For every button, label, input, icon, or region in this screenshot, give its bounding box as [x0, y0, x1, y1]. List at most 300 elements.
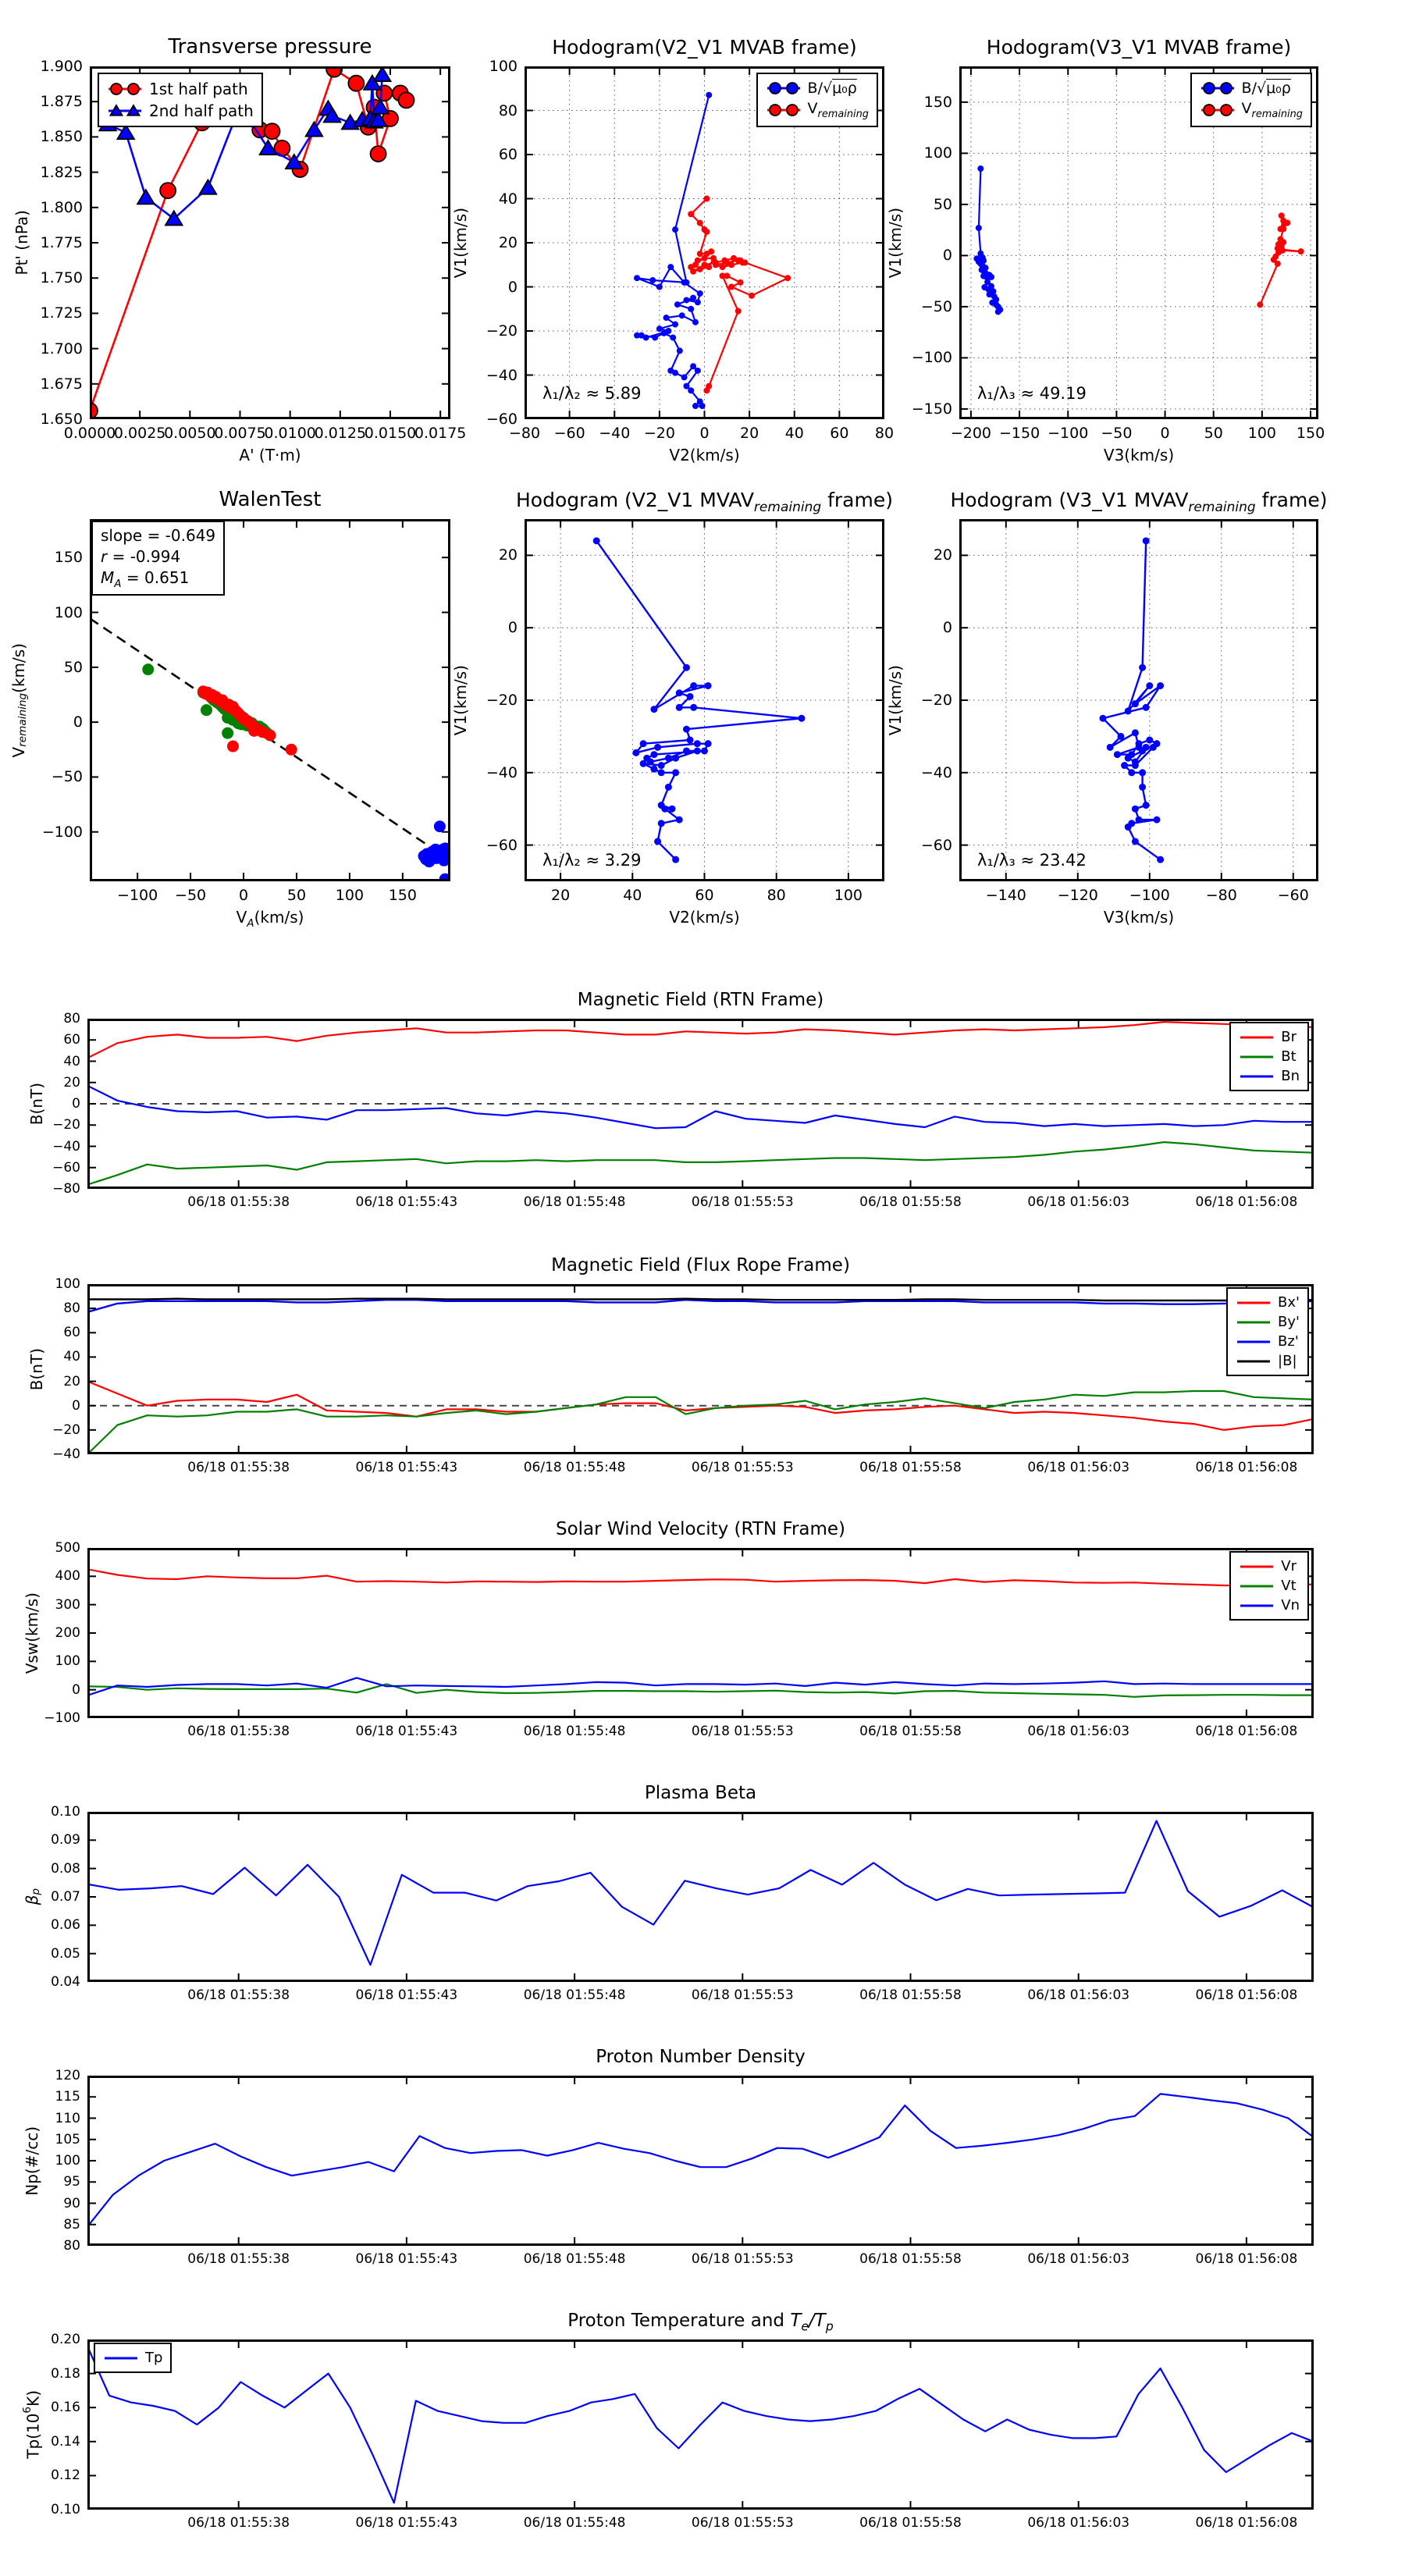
marker-circle [1154, 817, 1161, 824]
marker-circle [694, 740, 701, 747]
marker-circle [1132, 700, 1139, 707]
magnetic-field-rtn-ytick-label: 60 [63, 1032, 80, 1048]
hodogram-v3v1-mvav-xtick-label: −60 [1277, 887, 1309, 904]
walen-test-xtick-label: 0 [238, 887, 249, 904]
legend-label: Vn [1281, 1597, 1300, 1614]
hodogram-v3v1-mvav [886, 489, 1328, 927]
marker-circle [1146, 682, 1153, 689]
magnetic-field-rtn-xtick-label: 06/18 01:55:48 [523, 1194, 626, 1210]
solar-wind-velocity-xtick-label: 06/18 01:56:03 [1027, 1724, 1130, 1739]
magnetic-field-flux-rope-ytick-label: −40 [52, 1446, 80, 1462]
marker-circle [593, 537, 600, 544]
transverse-pressure-legend-entry [107, 100, 254, 122]
magnetic-field-rtn-ylabel: B(nT) [27, 1082, 46, 1126]
proton-number-density-title: Proton Number Density [596, 2047, 806, 2067]
magnetic-field-flux-rope-xtick-label: 06/18 01:55:48 [523, 1460, 626, 1475]
marker-circle [670, 334, 676, 340]
marker-circle [677, 347, 683, 354]
proton-temperature-xtick-label: 06/18 01:55:38 [187, 2515, 290, 2531]
transverse-pressure-ytick-label: 1.775 [40, 234, 83, 251]
marker-circle [658, 820, 665, 827]
proton-number-density-ytick-label: 105 [55, 2131, 80, 2147]
legend-swatch [1236, 1315, 1272, 1330]
marker-circle [667, 264, 674, 270]
proton-number-density [23, 2047, 1314, 2267]
hodogram-v2v1-mvab-xtick-label: 60 [830, 425, 849, 442]
magnetic-field-rtn-ytick-label: −20 [52, 1117, 80, 1133]
legend-label: $V_{remaining}$ [1241, 100, 1303, 120]
marker-circle [703, 229, 710, 235]
magnetic-field-rtn-legend-entry [1239, 1066, 1300, 1086]
hodogram-v2v1-mvab-title: Hodogram(V2_V1 MVAB frame) [552, 36, 857, 59]
marker-circle [1125, 755, 1132, 762]
marker-triangle [306, 122, 323, 136]
series-b-over-sqrt-mu0rho [637, 95, 709, 406]
hodogram-v2v1-mvab-legend-entry [766, 98, 869, 122]
hodogram-v3v1-mvab-xlabel: V3(km/s) [1103, 446, 1175, 464]
marker-circle [702, 262, 708, 268]
proton-number-density-ylabel: Np(#/cc) [23, 2126, 41, 2196]
marker-circle [160, 183, 176, 198]
magnetic-field-flux-rope-title: Magnetic Field (Flux Rope Frame) [551, 1255, 850, 1276]
hodogram-v2v1-mvab-ytick-label: −60 [486, 411, 518, 428]
hodogram-v2v1-mvab-ytick-label: −40 [486, 366, 518, 384]
marker-circle [735, 308, 742, 315]
marker-circle [1143, 802, 1150, 809]
proton-temperature-xtick-label: 06/18 01:56:08 [1195, 2515, 1298, 2531]
marker-circle [1143, 744, 1150, 751]
hodogram-v2v1-mvab-ytick-label: 80 [498, 101, 518, 119]
marker-circle [650, 706, 657, 713]
hodogram-v2v1-mvav-title: Hodogram (V2_V1 $MVAV_{remaining}$ frame) [516, 489, 893, 515]
hodogram-v2v1-mvab-xlabel: V2(km/s) [669, 446, 740, 464]
proton-temperature-ylabel: $Tp(10^6K)$ [21, 2390, 43, 2459]
walen-test-ytick-label: −100 [41, 823, 83, 841]
marker-circle [784, 275, 791, 281]
magnetic-field-flux-rope-xtick-label: 06/18 01:56:03 [1027, 1460, 1130, 1475]
hodogram-v3v1-mvab-ytick-label: 100 [923, 144, 952, 162]
magnetic-field-flux-rope-legend [1226, 1287, 1309, 1376]
legend-swatch [1239, 1578, 1275, 1594]
transverse-pressure-ytick-label: 1.650 [40, 411, 83, 428]
hodogram-v2v1-mvab-xtick-label: 0 [699, 425, 710, 442]
walen-test-ylabel: $V_{remaining}(km/s)$ [9, 642, 29, 758]
hodogram-v3v1-mvab-legend-entry [1200, 98, 1303, 122]
hodogram-v3v1-mvab-xtick-label: 150 [1296, 425, 1325, 442]
marker-circle [399, 92, 414, 108]
magnetic-field-flux-rope-xtick-label: 06/18 01:55:43 [355, 1460, 458, 1475]
walen-test-ytick-label: 50 [63, 658, 83, 676]
marker-circle [683, 726, 690, 733]
marker-circle [1257, 301, 1263, 308]
marker-circle [649, 277, 656, 283]
series-Vr [87, 1569, 1314, 1585]
transverse-pressure-ytick-label: 1.800 [40, 198, 83, 216]
proton-temperature-xtick-label: 06/18 01:55:48 [523, 2515, 626, 2531]
legend-label: Bx' [1278, 1294, 1300, 1311]
magnetic-field-rtn-ytick-label: 0 [72, 1096, 80, 1112]
marker-circle [703, 196, 710, 202]
transverse-pressure-ytick-label: 1.700 [40, 340, 83, 358]
solar-wind-velocity-ytick-label: 200 [55, 1625, 80, 1641]
proton-temperature-xtick-label: 06/18 01:55:43 [355, 2515, 458, 2531]
walen-test-stats-box: slope = -0.649 r = -0.994 $M_A = 0.651$ [91, 521, 225, 596]
marker-circle [690, 269, 696, 275]
marker-circle [720, 272, 726, 279]
marker-circle [1146, 737, 1153, 744]
solar-wind-velocity-ytick-label: 100 [55, 1653, 80, 1670]
hodogram-v3v1-mvab-xtick-label: 100 [1247, 425, 1277, 442]
marker-circle [683, 664, 690, 671]
marker-circle [688, 306, 694, 312]
marker-circle [679, 312, 685, 318]
marker-circle [650, 766, 657, 773]
transverse-pressure-xtick-label: 0.0075 [214, 425, 266, 442]
transverse-pressure-xtick-label: 0.0000 [63, 425, 116, 442]
hodogram-v2v1-mvav-xtick-label: 20 [551, 887, 571, 904]
legend-swatch [1239, 1069, 1275, 1084]
hodogram-v2v1-mvav-ytick-label: 0 [507, 619, 518, 637]
marker-circle [658, 769, 665, 776]
marker-circle [705, 740, 712, 747]
hodogram-v3v1-mvab-ytick-label: −150 [911, 400, 952, 418]
marker-circle [690, 682, 697, 689]
marker-circle [694, 747, 701, 754]
solar-wind-velocity-xtick-label: 06/18 01:55:48 [523, 1724, 626, 1739]
legend-label: 2nd half path [149, 101, 254, 120]
marker-circle [672, 769, 679, 776]
plasma-beta-ylabel: $\beta_p$ [22, 1888, 42, 1905]
proton-number-density-xtick-label: 06/18 01:55:38 [187, 2251, 290, 2267]
marker-circle [434, 820, 446, 832]
plasma-beta-xtick-label: 06/18 01:55:43 [355, 1987, 458, 2003]
legend-label: Vr [1281, 1558, 1297, 1574]
series-Bz-prime [87, 1300, 1314, 1312]
magnetic-field-flux-rope-ytick-label: 60 [63, 1325, 80, 1341]
marker-circle [713, 262, 719, 268]
plasma-beta-xtick-label: 06/18 01:55:53 [691, 1987, 794, 2003]
legend-label: By' [1278, 1314, 1300, 1330]
legend-label: $V_{remaining}$ [807, 100, 869, 120]
marker-circle [683, 383, 689, 390]
proton-number-density-ytick-label: 100 [55, 2153, 80, 2169]
axes-border [89, 1813, 1313, 1981]
marker-triangle [374, 67, 391, 81]
marker-circle [1204, 105, 1215, 116]
hodogram-v2v1-mvav-xtick-label: 40 [623, 887, 642, 904]
transverse-pressure-ytick-label: 1.875 [40, 93, 83, 111]
legend-label: Bt [1281, 1048, 1297, 1065]
marker-circle [656, 326, 663, 332]
hodogram-v3v1-mvab-ylabel: V1(km/s) [886, 207, 905, 279]
magnetic-field-flux-rope-legend-entry [1236, 1312, 1300, 1332]
hodogram-v2v1-mvav-ytick-label: 20 [498, 546, 518, 564]
series-Tp [87, 2347, 1314, 2503]
marker-circle [1284, 219, 1290, 226]
marker-circle [681, 374, 688, 380]
hodogram-v2v1-mvav-xtick-label: 80 [767, 887, 786, 904]
marker-circle [640, 760, 647, 767]
series-Vn [87, 1678, 1314, 1695]
marker-circle [674, 301, 681, 308]
hodogram-v2v1-mvab-ytick-label: 60 [498, 146, 518, 163]
plasma-beta [22, 1783, 1314, 2003]
transverse-pressure-ytick-label: 1.825 [40, 163, 83, 181]
solar-wind-velocity-ytick-label: 400 [55, 1568, 80, 1585]
walen-test-ytick-label: 0 [73, 713, 83, 731]
axes-border [89, 1286, 1313, 1453]
hodogram-v3v1-mvav-annotation: λ₁/λ₃ ≈ 23.42 [977, 850, 1087, 870]
legend-swatch [1239, 1559, 1275, 1574]
hodogram-v3v1-mvab-xtick-label: 0 [1160, 425, 1170, 442]
marker-circle [798, 715, 805, 722]
marker-circle [286, 744, 297, 756]
proton-number-density-ytick-label: 115 [55, 2089, 80, 2105]
hodogram-v2v1-mvav-ytick-label: −60 [486, 836, 518, 854]
walen-test-xtick-label: −100 [117, 887, 158, 904]
solar-wind-velocity-xtick-label: 06/18 01:55:43 [355, 1724, 458, 1739]
marker-circle [697, 266, 703, 272]
legend-label: B/√μ₀ρ [807, 80, 857, 97]
magnetic-field-flux-rope-legend-entry [1236, 1351, 1300, 1371]
legend-swatch [766, 80, 802, 96]
hodogram-v3v1-mvab-xtick-label: −200 [950, 425, 991, 442]
marker-circle [665, 784, 672, 791]
marker-circle [681, 279, 688, 286]
magnetic-field-rtn-legend-entry [1239, 1047, 1300, 1066]
walen-test-xlabel: $V_A(km/s)$ [236, 908, 304, 930]
hodogram-v2v1-mvab-legend-entry [766, 78, 869, 98]
transverse-pressure-xtick-label: 0.0125 [314, 425, 367, 442]
hodogram-v3v1-mvab-ytick-label: 50 [933, 195, 952, 213]
marker-circle [371, 146, 386, 162]
hodogram-v3v1-mvav-ytick-label: −60 [920, 836, 952, 854]
magnetic-field-flux-rope-ytick-label: 40 [63, 1349, 80, 1365]
marker-circle [724, 259, 730, 265]
solar-wind-velocity-ytick-label: 0 [72, 1681, 80, 1698]
hodogram-v3v1-mvab-ytick-label: −100 [911, 349, 952, 367]
magnetic-field-rtn-ytick-label: −60 [52, 1159, 80, 1176]
hodogram-v3v1-mvav-xtick-label: −140 [985, 887, 1026, 904]
marker-circle [787, 83, 798, 94]
transverse-pressure-xtick-label: 0.0175 [414, 425, 467, 442]
marker-circle [672, 226, 678, 233]
plasma-beta-ytick-label: 0.06 [51, 1917, 80, 1934]
marker-circle [640, 740, 647, 747]
marker-circle [692, 319, 699, 326]
series-v-path [596, 541, 802, 859]
proton-number-density-ytick-label: 120 [55, 2068, 80, 2083]
marker-circle [988, 274, 994, 280]
marker-circle [1132, 838, 1139, 845]
marker-circle [1114, 751, 1121, 758]
marker-circle [1139, 784, 1146, 791]
series-v-path [1103, 541, 1161, 859]
marker-circle [749, 293, 755, 299]
proton-number-density-xtick-label: 06/18 01:56:08 [1195, 2251, 1298, 2267]
magnetic-field-flux-rope [27, 1255, 1314, 1475]
magnetic-field-flux-rope-ylabel: B(nT) [27, 1347, 46, 1391]
marker-circle [1125, 707, 1132, 714]
proton-temperature-title: Proton Temperature and $T_e/T_p$ [567, 2311, 834, 2334]
solar-wind-velocity-ytick-label: −100 [44, 1710, 80, 1726]
walen-test-title: WalenTest [219, 488, 322, 511]
marker-circle [1100, 715, 1107, 722]
solar-wind-velocity-legend-entry [1239, 1576, 1300, 1596]
solar-wind-velocity-xtick-label: 06/18 01:55:53 [691, 1724, 794, 1739]
legend-label: 1st half path [149, 80, 248, 98]
hodogram-v2v1-mvab-xtick-label: −40 [599, 425, 631, 442]
hodogram-v3v1-mvab-xtick-label: 50 [1204, 425, 1223, 442]
marker-circle [672, 370, 678, 376]
solar-wind-velocity-ylabel: Vsw(km/s) [23, 1592, 41, 1674]
marker-circle [654, 838, 661, 845]
magnetic-field-flux-rope-xtick-label: 06/18 01:55:38 [187, 1460, 290, 1475]
marker-circle [676, 704, 683, 711]
magnetic-field-rtn-xtick-label: 06/18 01:55:58 [859, 1194, 962, 1210]
marker-circle [1221, 105, 1232, 116]
solar-wind-velocity [23, 1519, 1314, 1739]
solar-wind-velocity-legend-entry [1239, 1557, 1300, 1576]
proton-number-density-ytick-label: 80 [63, 2238, 80, 2254]
marker-circle [708, 248, 714, 254]
marker-circle [1132, 762, 1139, 769]
proton-number-density-xtick-label: 06/18 01:55:48 [523, 2251, 626, 2267]
marker-circle [706, 92, 712, 98]
marker-circle [687, 693, 694, 700]
hodogram-v2v1-mvab-xtick-label: 20 [740, 425, 759, 442]
series-Bn [87, 1086, 1314, 1129]
legend-swatch [1200, 102, 1236, 118]
walen-test-ytick-label: 100 [54, 603, 83, 621]
marker-circle [687, 737, 694, 744]
proton-temperature-xtick-label: 06/18 01:55:53 [691, 2515, 794, 2531]
marker-circle [770, 105, 781, 116]
hodogram-v3v1-mvab-xtick-label: −150 [998, 425, 1040, 442]
hodogram-v2v1-mvab-ytick-label: 0 [507, 278, 518, 296]
plasma-beta-ytick-label: 0.08 [51, 1860, 80, 1877]
proton-temperature [21, 2311, 1314, 2531]
proton-number-density-ytick-label: 95 [63, 2174, 80, 2190]
marker-circle [676, 817, 683, 824]
marker-circle [142, 664, 154, 675]
proton-temperature-ytick-label: 0.20 [51, 2332, 80, 2347]
hodogram-v2v1-mvab [451, 36, 895, 464]
hodogram-v3v1-mvab-ytick-label: 150 [923, 93, 952, 111]
legend-swatch [766, 102, 802, 118]
hodogram-v3v1-mvav-ytick-label: −40 [920, 763, 952, 781]
hodogram-v2v1-mvab-annotation: λ₁/λ₂ ≈ 5.89 [542, 383, 642, 403]
marker-circle [1132, 806, 1139, 813]
marker-circle [661, 330, 667, 336]
marker-circle [690, 704, 697, 711]
marker-circle [669, 806, 676, 813]
marker-circle [701, 747, 708, 754]
hodogram-v3v1-mvab-ytick-label: 0 [942, 247, 952, 265]
hodogram-v3v1-mvab-annotation: λ₁/λ₃ ≈ 49.19 [977, 383, 1087, 403]
magnetic-field-rtn-xtick-label: 06/18 01:56:08 [1195, 1194, 1298, 1210]
plasma-beta-xtick-label: 06/18 01:56:08 [1195, 1987, 1298, 2003]
marker-circle [1128, 769, 1135, 776]
transverse-pressure-xtick-label: 0.0025 [113, 425, 166, 442]
magnetic-field-flux-rope-ytick-label: −20 [52, 1421, 80, 1438]
transverse-pressure-legend [98, 73, 263, 127]
legend-swatch [1200, 80, 1236, 96]
magnetic-field-flux-rope-xtick-label: 06/18 01:56:08 [1195, 1460, 1298, 1475]
magnetic-field-flux-rope-ytick-label: 20 [63, 1373, 80, 1389]
solar-wind-velocity-xtick-label: 06/18 01:56:08 [1195, 1724, 1298, 1739]
hodogram-v2v1-mvab-ytick-label: 40 [498, 190, 518, 208]
marker-circle [265, 123, 280, 139]
marker-circle [638, 333, 645, 339]
marker-circle [111, 84, 122, 94]
transverse-pressure-ytick-label: 1.750 [40, 269, 83, 287]
hodogram-v2v1-mvab-ytick-label: 100 [489, 58, 518, 75]
transverse-pressure-title: Transverse pressure [168, 35, 372, 59]
walen-test-ytick-label: −50 [51, 768, 83, 786]
marker-circle [702, 255, 708, 262]
hodogram-v3v1-mvav-ytick-label: 0 [942, 619, 952, 637]
magnetic-field-rtn-legend [1229, 1022, 1309, 1091]
plasma-beta-xtick-label: 06/18 01:55:38 [187, 1987, 290, 2003]
marker-circle [1221, 83, 1232, 94]
marker-circle [1132, 729, 1139, 736]
legend-label: Bz' [1278, 1333, 1299, 1350]
hodogram-v2v1-mvav-xlabel: V2(km/s) [669, 908, 740, 927]
transverse-pressure-ytick-label: 1.850 [40, 128, 83, 146]
hodogram-v2v1-mvab-xtick-label: 80 [874, 425, 895, 442]
marker-circle [1157, 682, 1164, 689]
proton-number-density-ytick-label: 110 [55, 2110, 80, 2126]
magnetic-field-flux-rope-ytick-label: 80 [63, 1300, 80, 1317]
magnetic-field-flux-rope-legend-entry [1236, 1293, 1300, 1312]
hodogram-v2v1-mvab-ylabel: V1(km/s) [451, 207, 470, 279]
solar-wind-velocity-ytick-label: 300 [55, 1596, 80, 1613]
plasma-beta-ytick-label: 0.04 [51, 1974, 80, 1990]
marker-circle [1157, 856, 1164, 863]
proton-number-density-xtick-label: 06/18 01:55:43 [355, 2251, 458, 2267]
hodogram-v2v1-mvav [451, 489, 893, 927]
walen-test [9, 488, 450, 930]
solar-wind-velocity-ytick-label: 500 [55, 1540, 80, 1556]
hodogram-v3v1-mvav-ytick-label: −20 [920, 692, 952, 709]
marker-circle [695, 258, 701, 264]
magnetic-field-flux-rope-xtick-label: 06/18 01:55:53 [691, 1460, 794, 1475]
legend-swatch [1236, 1354, 1272, 1369]
marker-circle [728, 284, 735, 290]
legend-swatch [107, 81, 143, 97]
walen-test-xtick-label: 50 [286, 887, 307, 904]
hodogram-v2v1-mvab-xtick-label: −60 [553, 425, 585, 442]
proton-temperature-xtick-label: 06/18 01:56:03 [1027, 2515, 1130, 2531]
legend-label: Br [1281, 1029, 1297, 1045]
marker-circle [654, 744, 661, 751]
walen-test-ytick-label: 150 [54, 549, 83, 567]
proton-number-density-xtick-label: 06/18 01:55:53 [691, 2251, 794, 2267]
marker-circle [1143, 537, 1150, 544]
solar-wind-velocity-xtick-label: 06/18 01:55:58 [859, 1724, 962, 1739]
marker-circle [1150, 744, 1157, 751]
magnetic-field-rtn-title: Magnetic Field (RTN Frame) [577, 990, 824, 1010]
proton-number-density-ytick-label: 90 [63, 2195, 80, 2211]
transverse-pressure-ytick-label: 1.725 [40, 304, 83, 322]
marker-circle [663, 315, 670, 321]
marker-circle [977, 165, 984, 172]
hodogram-v3v1-mvav-title: Hodogram (V3_V1 $MVAV_{remaining}$ frame) [950, 489, 1328, 515]
walen-test-xtick-label: −50 [175, 887, 207, 904]
marker-triangle [200, 180, 217, 194]
plasma-beta-ytick-label: 0.09 [51, 1832, 80, 1848]
